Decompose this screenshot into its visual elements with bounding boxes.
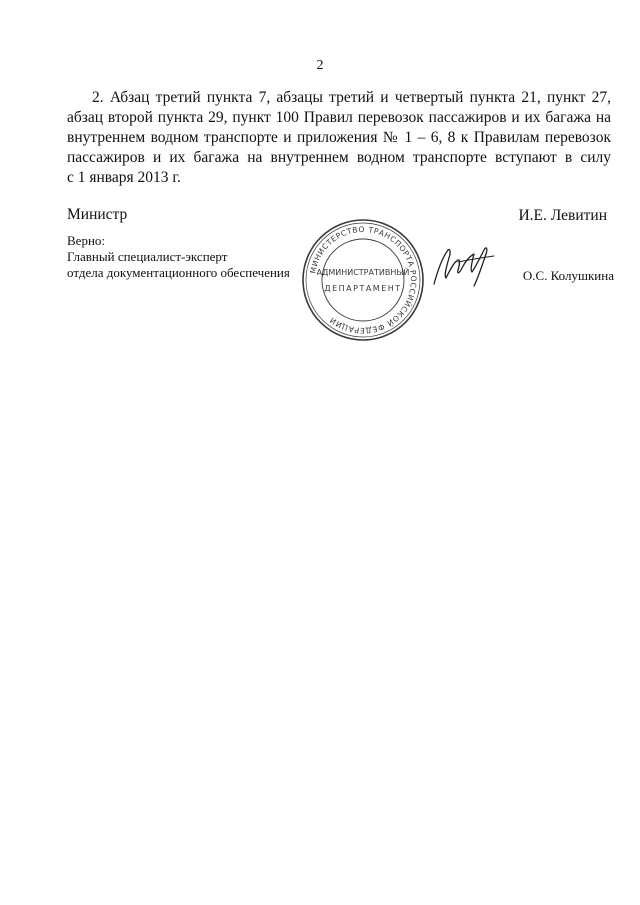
certification-line: Верно: — [67, 233, 106, 248]
stamp-line-1: АДМИНИСТРАТИВНЫЙ — [316, 268, 410, 277]
body-paragraph — [67, 88, 611, 188]
paragraph-line: внутреннем водном транспорте и приложения № 1 – 6, 8 к Правилам перевозок — [67, 129, 611, 146]
certification-block — [67, 233, 290, 281]
certifier-name: О.С. Колушкина — [522, 268, 614, 283]
paragraph-line: пассажиров и их багажа на внутреннем водном транспорте вступают в силу — [67, 149, 611, 166]
handwritten-signature — [428, 240, 498, 290]
official-stamp — [300, 217, 426, 343]
minister-title: Министр — [67, 206, 128, 223]
certification-line: Главный специалист-эксперт — [67, 249, 228, 264]
certification-line: отдела документационного обеспечения — [67, 265, 290, 280]
paragraph-line: с 1 января 2013 г. — [67, 169, 181, 186]
minister-name: И.Е. Левитин — [518, 207, 607, 224]
paragraph-line: 2. Абзац третий пункта 7, абзацы третий и четвертый пункта 21, пункт 27, — [92, 89, 611, 106]
stamp-ring-text: МИНИСТЕРСТВО ТРАНСПОРТА РОССИЙСКОЙ ФЕДЕРАЦИИ — [308, 224, 419, 336]
paragraph-line: абзац второй пункта 29, пункт 100 Правил перевозок пассажиров и их багажа на — [67, 109, 611, 126]
stamp-line-2: ДЕПАРТАМЕНТ — [324, 284, 402, 293]
page-number: 2 — [316, 58, 324, 73]
